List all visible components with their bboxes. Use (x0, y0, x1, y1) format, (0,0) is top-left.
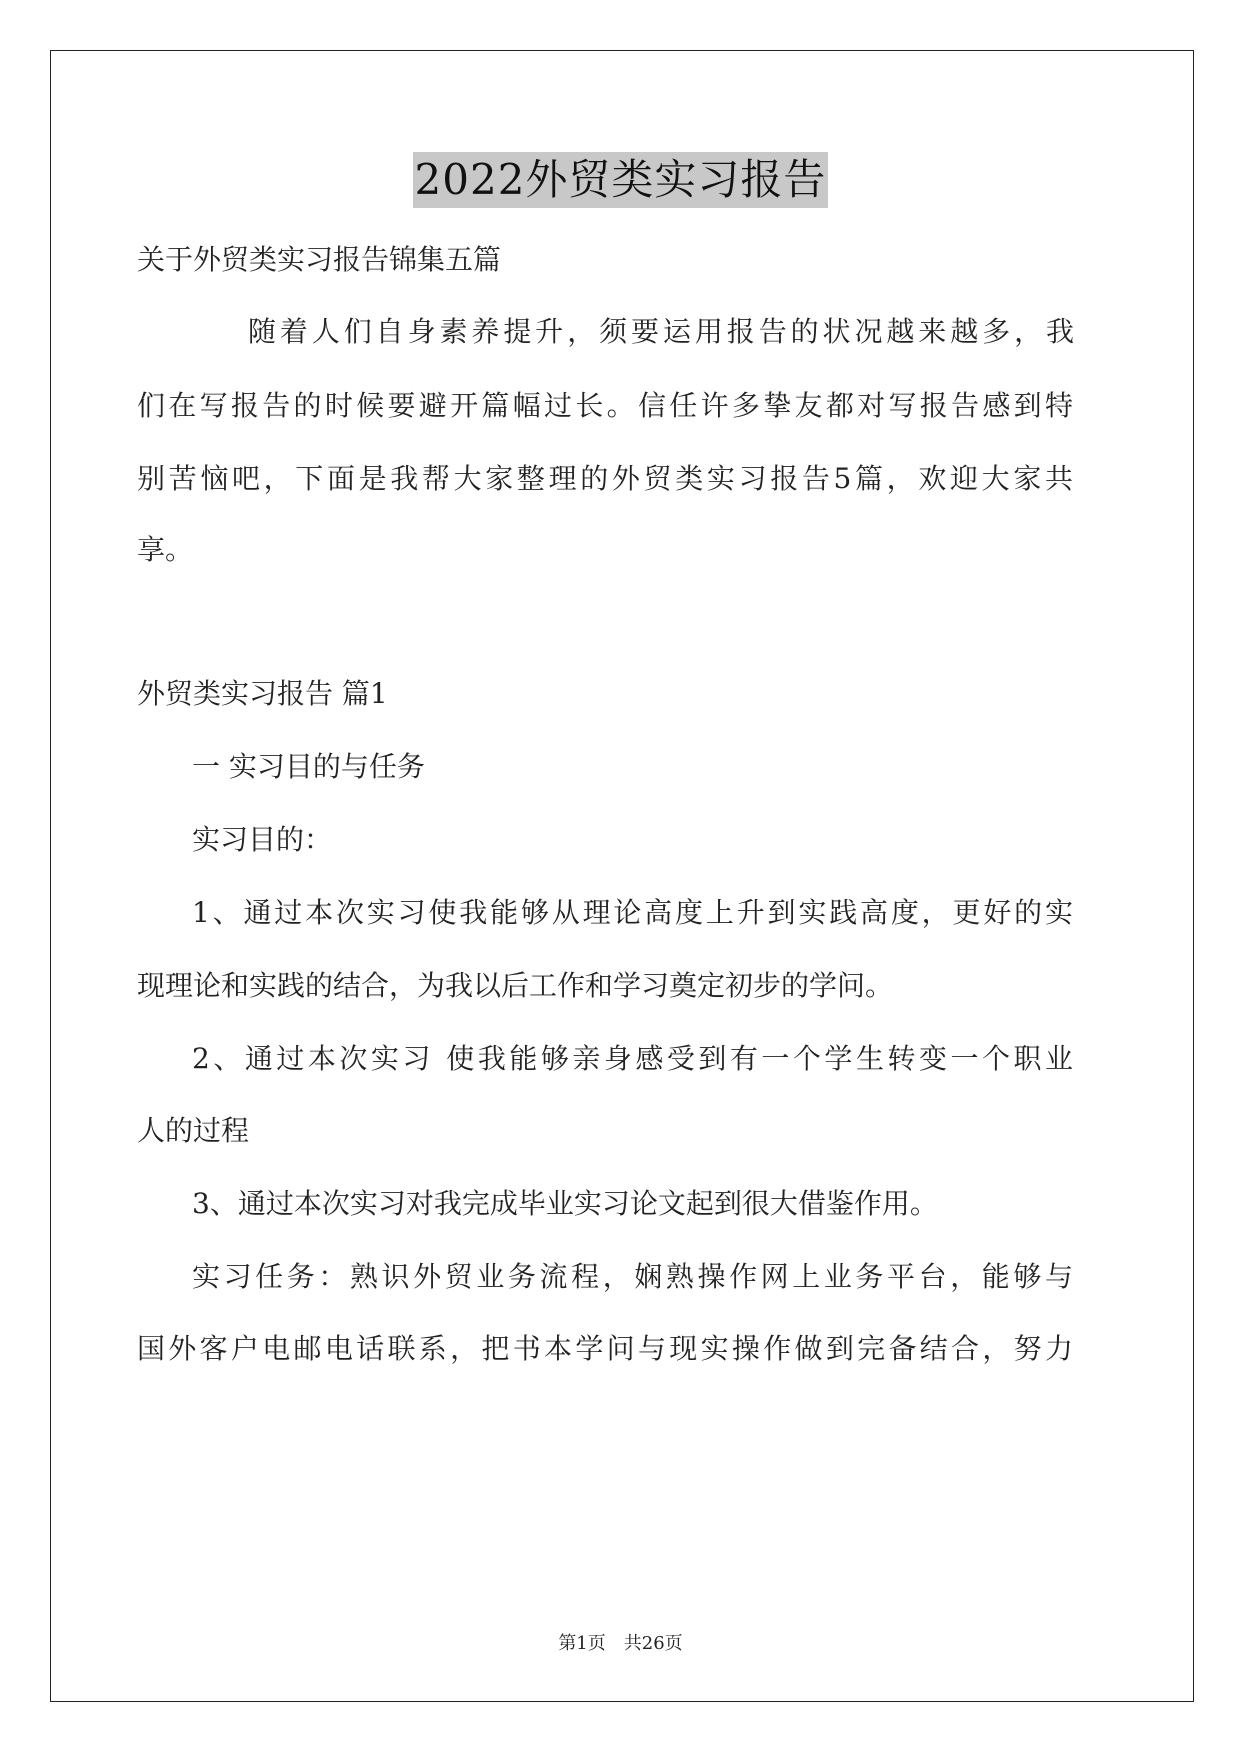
task-line-2: 国外客户电邮电话联系，把书本学问与现实操作做到完备结合，努力 (137, 1332, 1073, 1365)
section-heading: 外贸类实习报告 篇1 (137, 677, 388, 710)
intro-line-2: 们在写报告的时候要避开篇幅过长。信任许多挚友都对写报告感到特 (137, 389, 1073, 422)
page-footer (0, 1632, 1241, 1656)
page-total: 共26页 (623, 1633, 683, 1654)
title-container (0, 152, 1241, 208)
item-3: 3、通过本次实习对我完成毕业实习论文起到很大借鉴作用。 (192, 1187, 938, 1220)
task-line-1: 实习任务：熟识外贸业务流程，娴熟操作网上业务平台，能够与 (192, 1260, 1073, 1293)
document-title: 2022外贸类实习报告 (413, 152, 829, 208)
page-border (50, 50, 1194, 1702)
intro-line-1: 随着人们自身素养提升，须要运用报告的状况越来越多，我 (248, 315, 1074, 348)
item-2-line-2: 人的过程 (137, 1114, 250, 1147)
subtitle: 关于外贸类实习报告锦集五篇 (137, 243, 502, 276)
item-1-line-1: 1、通过本次实习使我能够从理论高度上升到实践高度，更好的实 (192, 896, 1073, 929)
page-number: 第1页 (558, 1633, 606, 1654)
part-heading: 一 实习目的与任务 (192, 750, 425, 783)
item-1-line-2: 现理论和实践的结合，为我以后工作和学习奠定初步的学问。 (137, 969, 894, 1002)
intro-line-4: 享。 (137, 533, 194, 566)
intro-line-3: 别苦恼吧，下面是我帮大家整理的外贸类实习报告5篇，欢迎大家共 (137, 462, 1073, 495)
item-2-line-1: 2、通过本次实习 使我能够亲身感受到有一个学生转变一个职业 (192, 1042, 1073, 1075)
purpose-label: 实习目的： (192, 823, 333, 856)
